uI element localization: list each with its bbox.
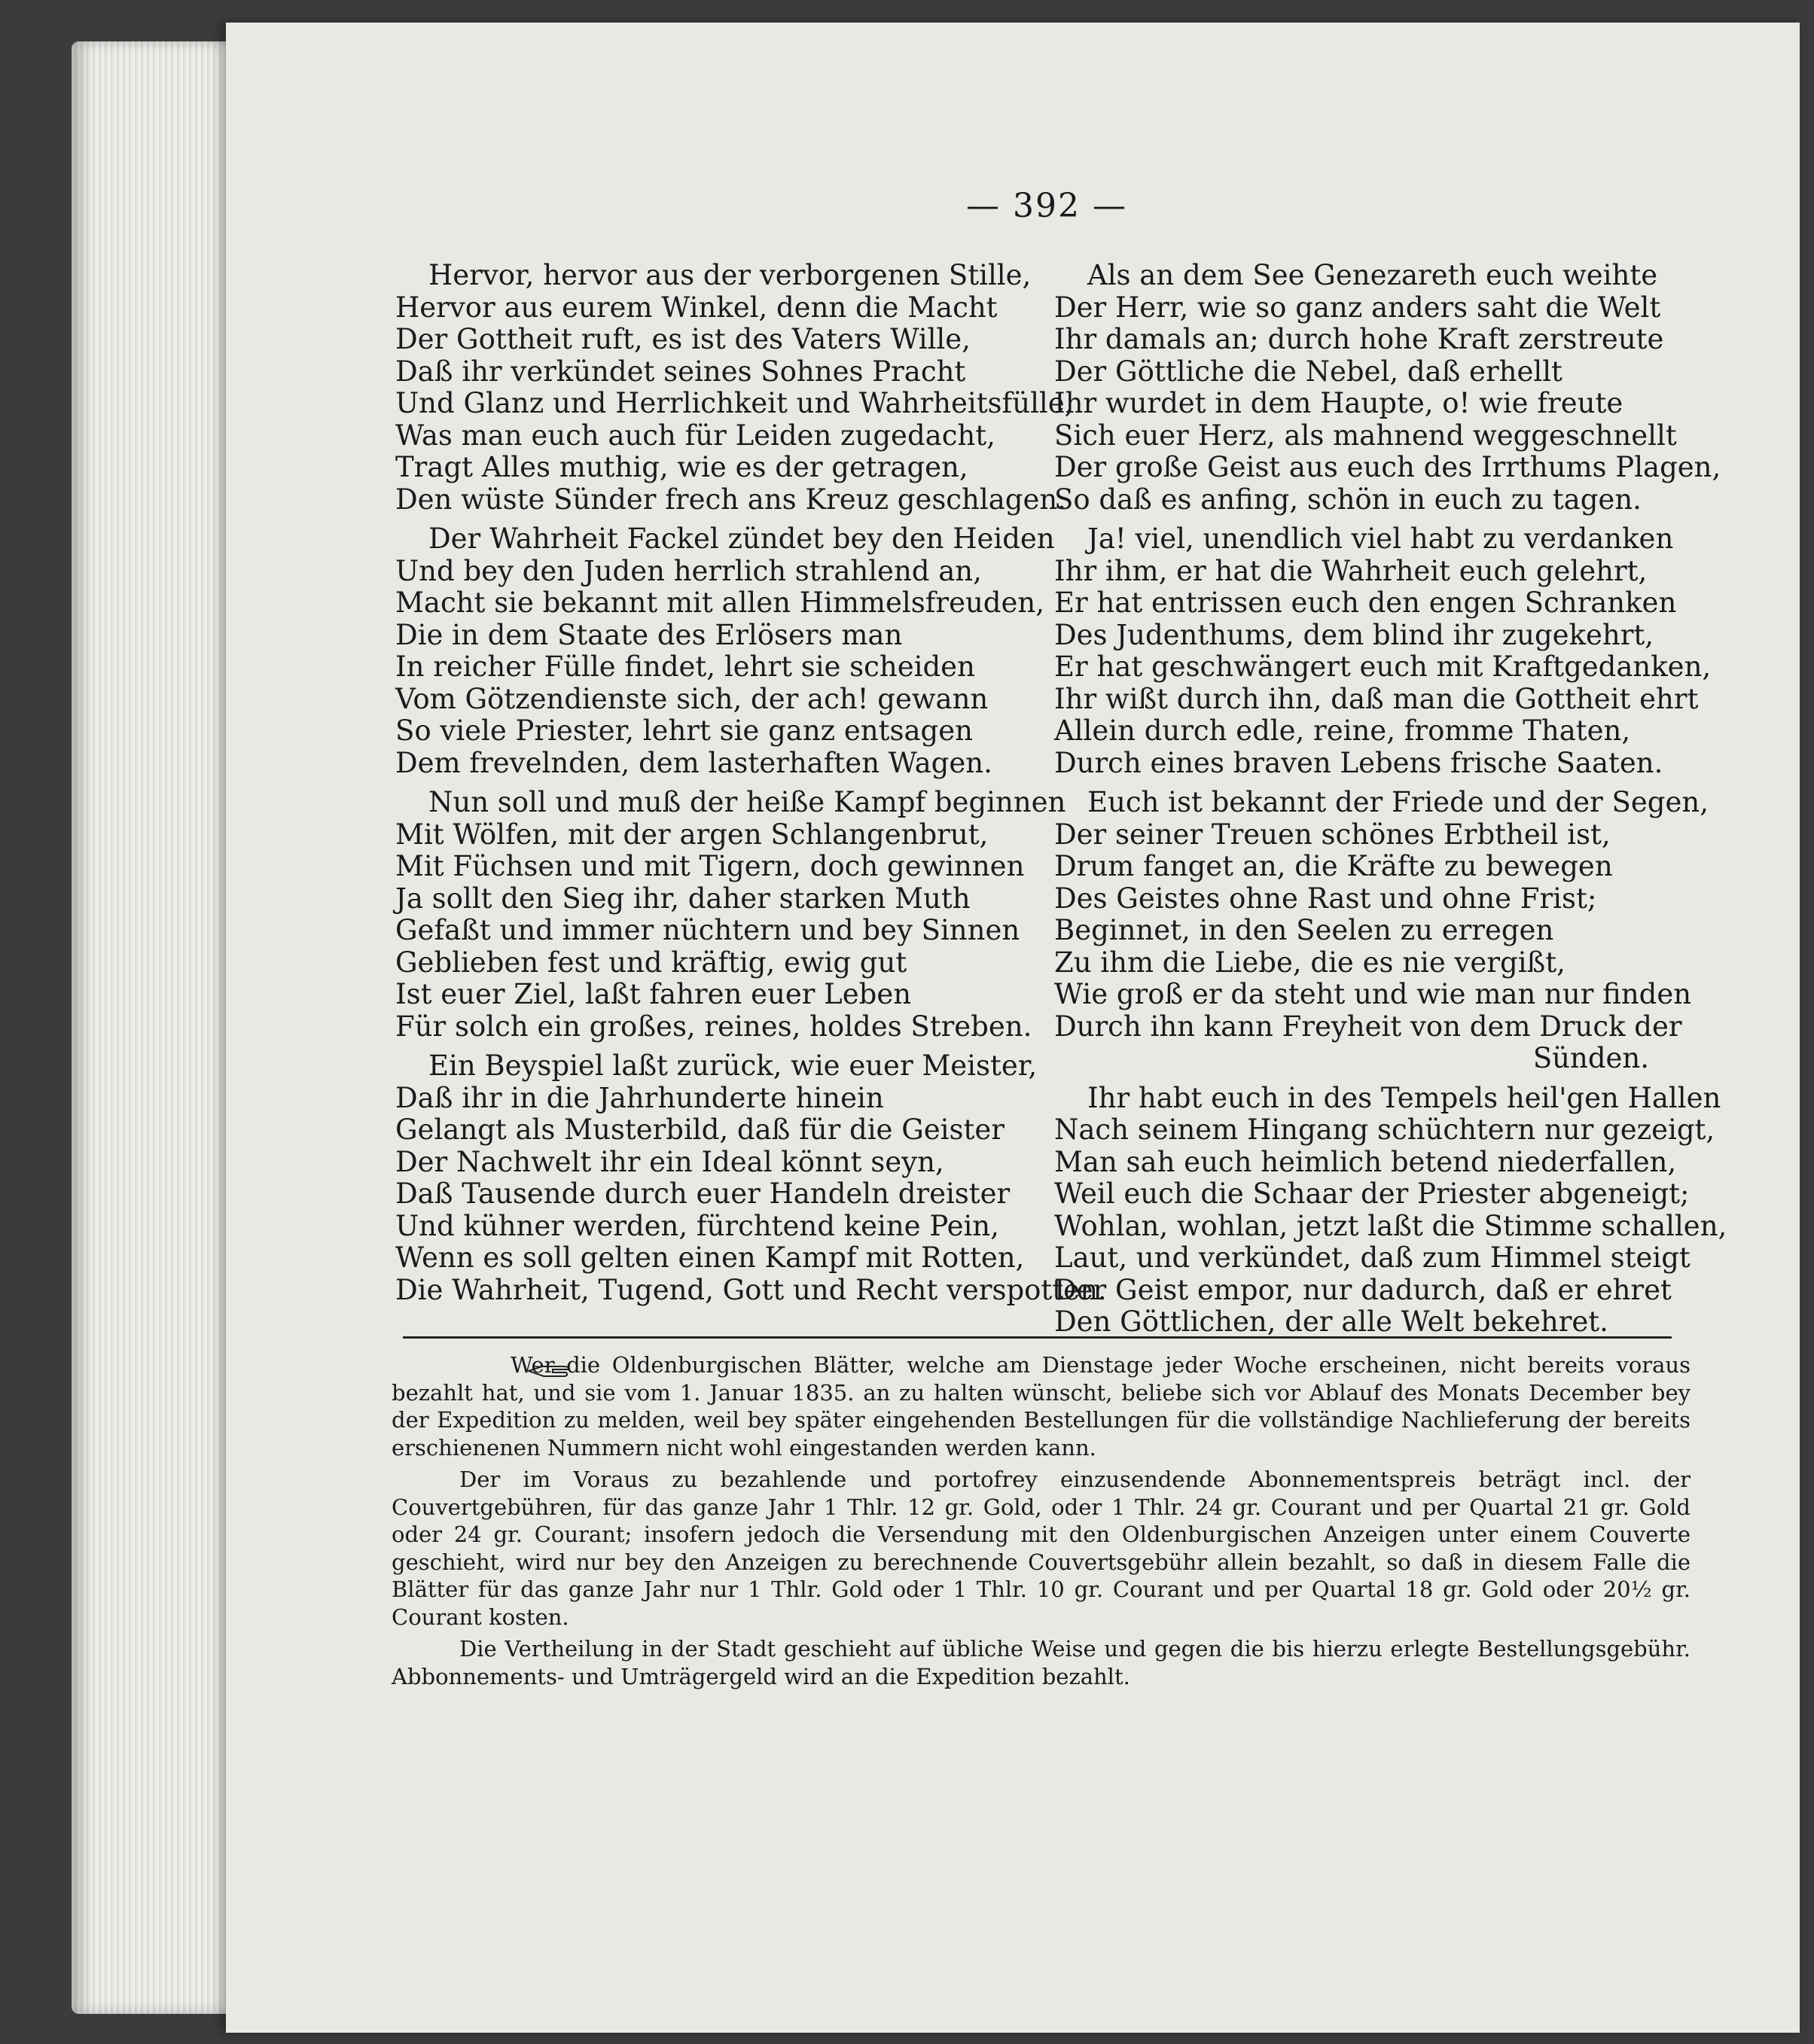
poem-line: Laut, und verkündet, daß zum Himmel steigt	[1054, 1241, 1691, 1274]
poem-line: Hervor aus eurem Winkel, denn die Macht	[395, 291, 998, 324]
poem-line: Beginnet, in den Seelen zu erregen	[1054, 914, 1554, 946]
poem-line: Des Judenthums, dem blind ihr zugekehrt,	[1054, 618, 1654, 651]
poem-line: Er hat geschwängert euch mit Kraftgedanken,	[1054, 650, 1712, 683]
poem-line: Ja sollt den Sieg ihr, daher starken Muth	[395, 882, 971, 915]
poem-line: Allein durch edle, reine, fromme Thaten,	[1054, 714, 1631, 747]
poem-line: Als an dem See Genezareth euch weihte	[1087, 259, 1658, 291]
poem-line: Geblieben fest und kräftig, ewig gut	[395, 946, 907, 979]
pointing-hand-icon	[459, 1358, 505, 1375]
poem-line: Der Gottheit ruft, es ist des Vaters Wille,	[395, 323, 971, 355]
notice-text-1: Wer die Oldenburgischen Blätter, welche am Dienstage jeder Woche erscheinen, nicht bereits voraus bezahlt hat, und sie vom 1. Januar 1835. an zu halten wünscht, beliebe sich vor Ablauf des Monats December bey der Expedition zu melden, weil bey später eingehenden Bestellungen für die vollständige Nachlieferung der bereits erschienenen Nummern nicht wohl eingestanden werden kann.	[392, 1352, 1691, 1461]
poem-line: Er hat entrissen euch den engen Schranken	[1054, 586, 1677, 619]
poem-line: Gelangt als Musterbild, daß für die Geister	[395, 1113, 1005, 1146]
poem-line: Die Wahrheit, Tugend, Gott und Recht verspotten.	[395, 1273, 1107, 1306]
poem-line: Den wüste Sünder frech ans Kreuz geschlagen.	[395, 483, 1066, 516]
poem-line: Daß ihr in die Jahrhunderte hinein	[395, 1081, 884, 1114]
poem-line: Mit Wölfen, mit der argen Schlangenbrut,	[395, 818, 989, 851]
poem-line: Sich euer Herz, als mahnend weggeschnellt	[1054, 419, 1677, 452]
poem-column-right	[1054, 259, 1727, 1339]
poem-line: Wenn es soll gelten einen Kampf mit Rotten,	[395, 1241, 1025, 1274]
poem-line: Durch eines braven Lebens frische Saaten.	[1054, 746, 1663, 779]
poem-line: Des Geistes ohne Rast und ohne Frist;	[1054, 882, 1597, 915]
poem-line: Durch ihn kann Freyheit von dem Druck der	[1054, 1010, 1682, 1043]
poem-line: Ihr wurdet in dem Haupte, o! wie freute	[1054, 387, 1623, 419]
poem-line: Ihr ihm, er hat die Wahrheit euch gelehrt,	[1054, 554, 1648, 587]
poem-line: Ist euer Ziel, laßt fahren euer Leben	[395, 978, 912, 1010]
poem-line: Ein Beyspiel laßt zurück, wie euer Meister,	[428, 1049, 1038, 1082]
poem-line: Und bey den Juden herrlich strahlend an,	[395, 554, 982, 587]
poem-line: Vom Götzendienste sich, der ach! gewann	[395, 682, 989, 715]
separator-rule	[403, 1336, 1672, 1339]
poem-line: Ihr damals an; durch hohe Kraft zerstreute	[1054, 323, 1664, 355]
poem-line: Nach seinem Hingang schüchtern nur gezeigt,	[1054, 1113, 1715, 1146]
notice-paragraph: Der im Voraus zu bezahlende und portofrey einzusendende Abonnementspreis beträgt incl. der Couvertgebühren, für das ganze Jahr 1 Thlr. 12 gr. Gold, oder 1 Thlr. 24 gr. Courant und per Quartal 21 gr. Gold oder 24 gr. Courant; insofern jedoch die Versendung mit den Oldenburgischen Anzeigen unter einem Couverte geschieht, wird nur bey den Anzeigen zu berechnende Couvertsgebühr allein bezahlt, so daß in diesem Falle die Blätter für das ganze Jahr nur 1 Thlr. Gold oder 1 Thlr. 10 gr. Courant und per Quartal 18 gr. Gold oder 20½ gr. Courant kosten.	[392, 1467, 1691, 1630]
notice-paragraph: Die Vertheilung in der Stadt geschieht auf übliche Weise und gegen die bis hierzu erlegte Bestellungsgebühr. Abbonnements- und Umträgergeld wird an die Expedition bezahlt.	[392, 1636, 1691, 1689]
poem-line: Gefaßt und immer nüchtern und bey Sinnen	[395, 914, 1020, 946]
poem-column-left	[395, 259, 1107, 1306]
poem-line: Für solch ein großes, reines, holdes Streben.	[395, 1010, 1032, 1043]
stanza-gap	[1054, 1075, 1709, 1083]
poem-line: Der Herr, wie so ganz anders saht die Welt	[1054, 291, 1661, 324]
notice-paragraph	[392, 1351, 1691, 1461]
poem-line: Nun soll und muß der heiße Kampf beginnen	[428, 786, 1066, 818]
poem-line: Ja! viel, unendlich viel habt zu verdanken	[1087, 522, 1674, 555]
page-edges	[72, 41, 248, 2014]
poem-line: Man sah euch heimlich betend niederfallen,	[1054, 1145, 1677, 1178]
poem-line: Die in dem Staate des Erlösers man	[395, 618, 903, 651]
poem-line: Euch ist bekannt der Friede und der Segen,	[1087, 786, 1709, 818]
poem-line: Der seiner Treuen schönes Erbtheil ist,	[1054, 818, 1611, 851]
poem-line: Tragt Alles muthig, wie es der getragen,	[395, 451, 968, 483]
poem-line: Dem frevelnden, dem lasterhaften Wagen.	[395, 746, 992, 779]
poem-line: So viele Priester, lehrt sie ganz entsagen	[395, 714, 973, 747]
poem-line: Sünden.	[1532, 1042, 1649, 1074]
poem-line: Drum fanget an, die Kräfte zu bewegen	[1054, 850, 1613, 882]
page-number: — 392 —	[966, 187, 1127, 225]
poem-line: Daß Tausende durch euer Handeln dreister	[395, 1177, 1011, 1210]
poem-line: Was man euch auch für Leiden zugedacht,	[395, 419, 995, 452]
poem-line: Der Wahrheit Fackel zündet bey den Heiden	[428, 522, 1055, 555]
poem-line: Mit Füchsen und mit Tigern, doch gewinnen	[395, 850, 1025, 882]
poem-line: Ihr wißt durch ihn, daß man die Gottheit ehrt	[1054, 682, 1699, 715]
poem-line: Ihr habt euch in des Tempels heil'gen Hallen	[1087, 1081, 1721, 1114]
subscription-notice	[392, 1351, 1691, 1695]
poem-line: Hervor, hervor aus der verborgenen Stille,	[428, 259, 1032, 291]
poem-line: Der Geist empor, nur dadurch, daß er ehret	[1054, 1273, 1672, 1306]
poem-line: Der Nachwelt ihr ein Ideal könnt seyn,	[395, 1145, 944, 1178]
poem-line: So daß es anfing, schön in euch zu tagen.	[1054, 483, 1642, 516]
poem-line: Daß ihr verkündet seines Sohnes Pracht	[395, 355, 966, 388]
poem-line: Wie groß er da steht und wie man nur finden	[1054, 978, 1692, 1010]
poem-line: Den Göttlichen, der alle Welt bekehret.	[1054, 1305, 1608, 1338]
poem-line: In reicher Fülle findet, lehrt sie scheiden	[395, 650, 975, 683]
poem-line: Wohlan, wohlan, jetzt laßt die Stimme schallen,	[1054, 1209, 1727, 1242]
poem-line: Zu ihm die Liebe, die es nie vergißt,	[1054, 946, 1566, 979]
poem-line: Und kühner werden, fürchtend keine Pein,	[395, 1209, 999, 1242]
poem-line: Und Glanz und Herrlichkeit und Wahrheitsfülle,	[395, 387, 1074, 419]
poem-line: Weil euch die Schaar der Priester abgeneigt;	[1054, 1177, 1690, 1210]
poem-line: Der große Geist aus euch des Irrthums Plagen,	[1054, 451, 1721, 483]
poem-line: Der Göttliche die Nebel, daß erhellt	[1054, 355, 1562, 388]
poem-line: Macht sie bekannt mit allen Himmelsfreuden,	[395, 586, 1044, 619]
